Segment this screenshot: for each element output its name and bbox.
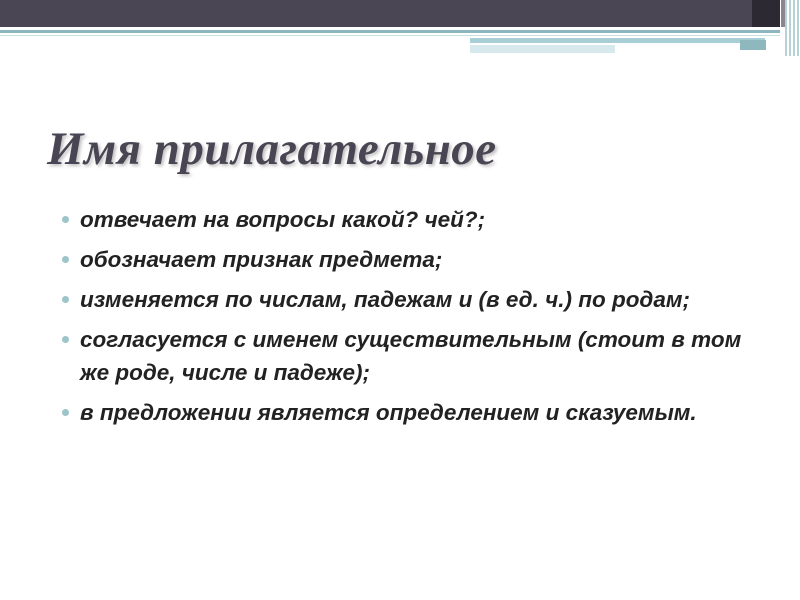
header-accent-bar	[470, 38, 765, 43]
bullet-item	[62, 323, 742, 389]
bullet-text: в предложении является определением и сказуемым.	[80, 400, 697, 425]
header-rule-thin	[0, 35, 780, 36]
bullet-list	[62, 203, 742, 436]
bullet-text: изменяется по числам, падежам и (в ед. ч.) по родам;	[80, 287, 690, 312]
header-accent-square	[740, 40, 766, 50]
bullet-item	[62, 283, 742, 316]
header-rule	[0, 30, 780, 33]
bullet-icon	[62, 256, 69, 263]
bullet-text: обозначает признак предмета;	[80, 247, 443, 272]
bullet-item	[62, 203, 742, 236]
bullet-icon	[62, 296, 69, 303]
corner-stripes	[785, 0, 800, 56]
bullet-item	[62, 243, 742, 276]
bullet-icon	[62, 216, 69, 223]
bullet-text: согласуется с именем существительным (стоит в том же роде, числе и падеже);	[80, 327, 742, 385]
bullet-item	[62, 396, 742, 429]
bullet-icon	[62, 409, 69, 416]
slide-title: Имя прилагательное	[47, 123, 497, 175]
bullet-icon	[62, 336, 69, 343]
header-band	[0, 0, 780, 27]
header-accent-bar-short	[470, 45, 615, 53]
header-band-end	[752, 0, 780, 27]
bullet-text: отвечает на вопросы какой? чей?;	[80, 207, 486, 232]
